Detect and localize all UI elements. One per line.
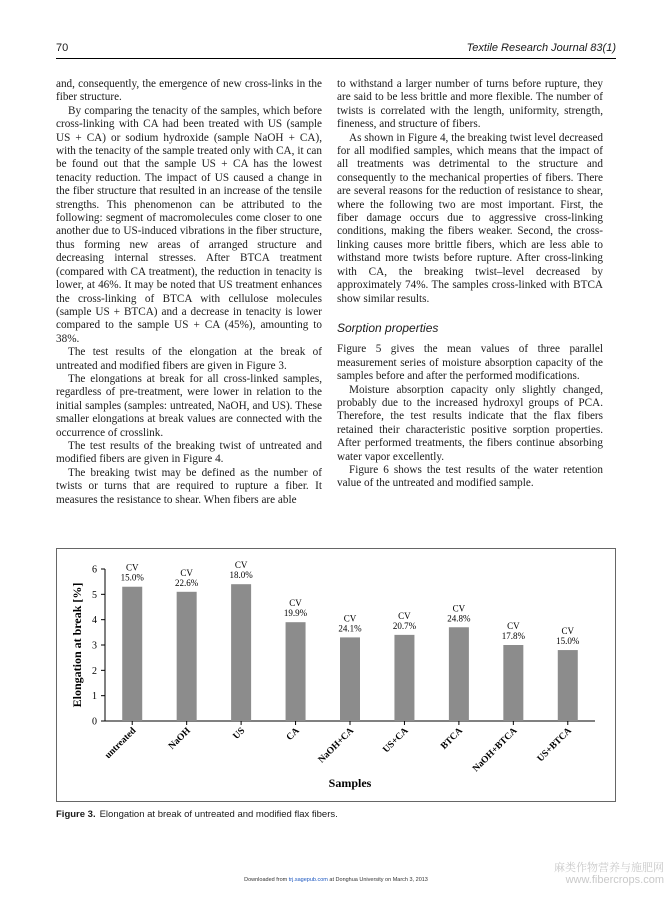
x-tick-label: US+CA xyxy=(381,726,411,756)
x-tick-label: CA xyxy=(284,726,302,743)
x-tick-label: NaOH xyxy=(167,726,193,752)
paragraph: and, consequently, the emergence of new cross-links in the fiber structure. xyxy=(56,78,322,104)
cv-prefix-label: CV xyxy=(289,598,302,609)
left-column xyxy=(56,78,322,507)
x-tick-label: NaOH+CA xyxy=(316,726,357,766)
bar-untreated xyxy=(122,587,142,721)
footer-prefix: Downloaded from xyxy=(244,877,288,883)
caption-label: Figure 3. xyxy=(56,809,96,820)
bar-us-ca xyxy=(394,635,414,721)
x-tick-label: US xyxy=(231,726,248,742)
cv-prefix-label: CV xyxy=(452,603,466,614)
cv-value-label: 15.0% xyxy=(120,572,144,583)
cv-value-label: 17.8% xyxy=(501,631,525,641)
paragraph: The test results of the elongation at the break of untreated and modified fibers are given in Figure 3. xyxy=(56,346,322,372)
figure-3 xyxy=(56,548,616,802)
watermark-line-2: www.fibercrops.com xyxy=(565,874,664,886)
cv-prefix-label: CV xyxy=(507,621,520,631)
cv-value-label: 24.1% xyxy=(338,623,362,634)
y-tick-label: 4 xyxy=(92,615,97,627)
cv-prefix-label: CV xyxy=(343,613,357,624)
cv-value-label: 19.9% xyxy=(283,608,308,619)
paragraph: The elongations at break for all cross-linked samples, regardless of pre-treatment, were lower in relation to the initial samples (samples: untreated, NaOH, and US). These smaller elongations at break values are connected with the occurrence of crosslink. xyxy=(56,372,322,439)
bar-naoh-btca xyxy=(503,645,523,721)
x-tick-label: untreated xyxy=(103,726,139,761)
y-tick-label: 3 xyxy=(92,640,97,652)
caption-text: Elongation at break of untreated and modified flax fibers. xyxy=(99,809,338,820)
y-tick-label: 6 xyxy=(92,564,97,576)
paragraph: Figure 6 shows the test results of the water retention value of the untreated and modified sample. xyxy=(337,463,603,490)
bar-naoh-ca xyxy=(340,637,360,721)
cv-value-label: 18.0% xyxy=(229,570,253,581)
bar-ca xyxy=(286,622,306,721)
paragraph: to withstand a larger number of turns before rupture, they are said to be less brittle and more flexible. The number of twists is correlated with the length, uniformity, strength, fineness, and structure of fibers. xyxy=(337,78,603,131)
y-tick-label: 5 xyxy=(92,589,97,601)
section-heading: Sorption properties xyxy=(337,320,439,335)
cv-value-label: 15.0% xyxy=(556,636,580,647)
bar-us xyxy=(231,584,251,721)
right-column xyxy=(337,78,603,491)
watermark-line-1: 麻类作物营养与施肥网 xyxy=(554,862,664,874)
paragraph: As shown in Figure 4, the breaking twist level decreased for all modified samples, which means that the impact of all treatments was detrimental to the structure and consequently to the mechanical properties of fibers. There are several reasons for the reduction of resistance to shear, where the following two are most important. First, the fiber damage occurs due to aggressive cross-linking conditions, making the fibers weaker. Second, the cross-linking causes more brittle fibers, which are less able to withstand more twists before rupture. After cross-linking with CA, the breaking twist–level decreased by approximately 74%. The samples cross-linked with BTCA show similar results. xyxy=(337,131,603,305)
cv-prefix-label: CV xyxy=(561,626,575,637)
footer-link[interactable]: trj.sagepub.com xyxy=(288,877,328,883)
y-axis-label: Elongation at break [%] xyxy=(70,582,84,708)
paragraph: By comparing the tenacity of the samples, which before cross-linking with CA had been treated with US (sample US + CA) or sodium hydroxide (sample NaOH + CA), with the tenacity of the sample treated only with CA, it can be found out that the sample US + CA has the lowest tenacity reduction. The impact of US caused a change in the fiber structure that resulted in an increase of the tensile strengths. This phenomenon can be attributed to the following: segment of macromolecules come closer to one another due to US-induced vibrations in the fiber structure, thus forming new areas of arranged structure and decreasing internal stresses. After BTCA treatment (compared with CA treatment), the reduction in tenacity is lower, at 46%. It may be noted that US treatment enhances the cross-linking of BTCA with cellulose molecules (sample US + BTCA) and a decrease in tenacity is lower compared to the sample US + CA (45%), amounting to 38%. xyxy=(56,104,322,345)
figure-caption xyxy=(56,809,616,820)
bar-btca xyxy=(449,627,469,721)
cv-prefix-label: CV xyxy=(180,567,193,578)
x-axis-label: Samples xyxy=(328,776,372,790)
journal-title: Textile Research Journal 83(1) xyxy=(466,42,616,54)
paragraph: The test results of the breaking twist of untreated and modified fibers are given in Figure 4. xyxy=(56,439,322,466)
cv-value-label: 22.6% xyxy=(175,577,199,588)
cv-value-label: 20.7% xyxy=(392,620,417,631)
footer-suffix: at Donghua University on March 3, 2013 xyxy=(329,877,428,883)
x-tick-label: NaOH+BTCA xyxy=(471,726,520,775)
paragraph: The breaking twist may be defined as the number of twists or turns that are required to rupture a fiber. It measures the resistance to shear. When fibers are able xyxy=(56,466,322,506)
y-tick-label: 1 xyxy=(92,691,97,703)
elongation-bar-chart xyxy=(57,549,615,801)
bar-us-btca xyxy=(558,650,578,721)
page-number: 70 xyxy=(56,42,69,54)
cv-prefix-label: CV xyxy=(234,560,248,571)
y-tick-label: 2 xyxy=(92,665,97,677)
cv-value-label: 24.8% xyxy=(447,613,471,624)
x-tick-label: BTCA xyxy=(439,726,466,752)
cv-prefix-label: CV xyxy=(398,610,411,621)
paragraph: Figure 5 gives the mean values of three parallel measurement series of moisture absorption capacity of the samples before and after the performed modifications. xyxy=(337,343,603,383)
bar-naoh xyxy=(177,592,197,721)
paragraph: Moisture absorption capacity only slightly changed, probably due to the increased hydroxyl groups of PCA. Therefore, the test results indicate that the flax fibers retained their characteristic positive sorption properties. After performed treatments, the fibers continue absorbing water vapor excellently. xyxy=(337,383,603,463)
cv-prefix-label: CV xyxy=(125,562,139,573)
watermark xyxy=(554,862,664,886)
x-tick-label: US+BTCA xyxy=(535,726,574,765)
y-tick-label: 0 xyxy=(92,716,97,728)
running-header xyxy=(56,40,616,59)
